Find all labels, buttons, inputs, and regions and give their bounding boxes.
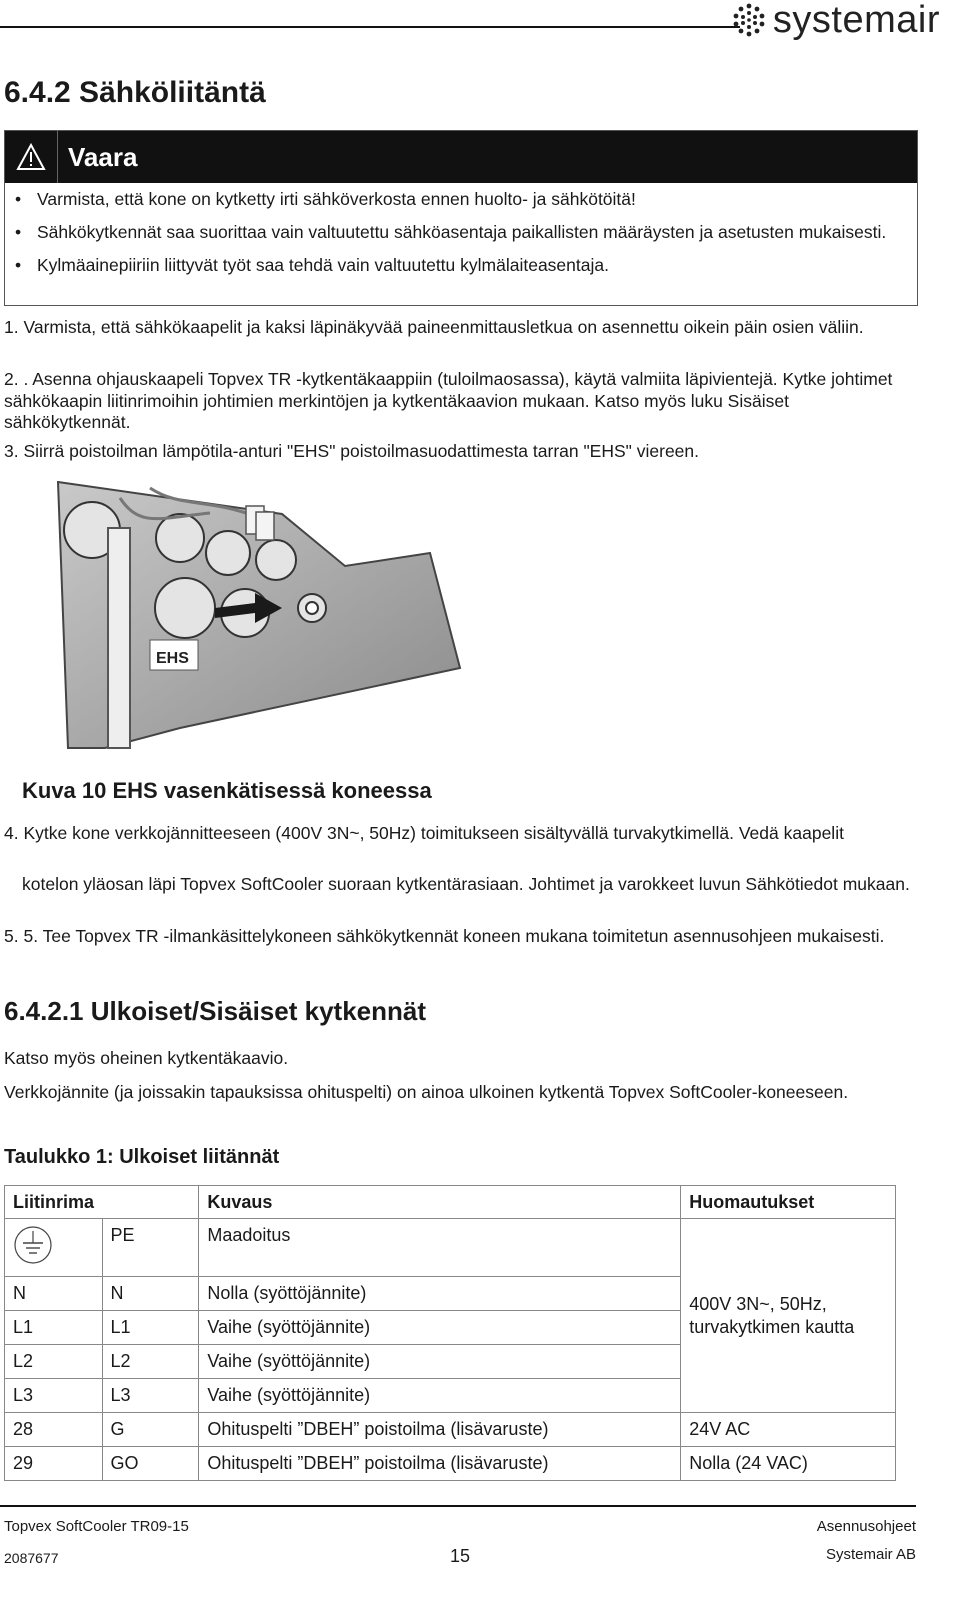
table-caption: Taulukko 1: Ulkoiset liitännät [4, 1146, 280, 1168]
page-number: 15 [450, 1546, 471, 1566]
cell-code: GO [102, 1447, 199, 1481]
header-rule [0, 26, 740, 28]
warning-item: • Varmista, että kone on kytketty irti sähköverkosta ennen huolto- ja sähkötöitä! [5, 189, 917, 210]
cell-description: Vaihe (syöttöjännite) [199, 1379, 681, 1413]
warning-item: • Sähkökytkennät saa suorittaa vain valtuutettu sähköasentaja paikallisten määräysten ja asetusten mukaisesti. [5, 222, 917, 243]
warning-triangle-icon [16, 143, 46, 171]
intro-paragraph-1: Katso myös oheinen kytkentäkaavio. [4, 1048, 289, 1068]
footer-doc-number: 2087677 [4, 1550, 59, 1566]
connections-table [4, 1185, 896, 1481]
section-title: 6.4.2 Sähköliitäntä [4, 76, 266, 109]
sensor-tube [108, 528, 130, 748]
footer-doc-type: Asennusohjeet [816, 1518, 916, 1535]
table-header-row [5, 1186, 896, 1219]
earth-cell [5, 1219, 103, 1277]
header-terminal-2 [102, 1186, 199, 1219]
table-row [5, 1413, 896, 1447]
footer-product: Topvex SoftCooler TR09-15 [4, 1518, 189, 1535]
grommet-hole [306, 602, 318, 614]
cell-terminal: N [5, 1277, 103, 1311]
step-5: 5. 5. Tee Topvex TR -ilmankäsittelykoneen sähkökytkennät koneen mukana toimitetun asennusohjeen mukaisesti. [4, 926, 885, 946]
brand-name: systemair [772, 0, 940, 41]
warning-icon-cell [5, 131, 58, 183]
cell-terminal: 29 [5, 1447, 103, 1481]
cell-terminal: L3 [5, 1379, 103, 1413]
warning-item: • Kylmäainepiiriin liittyvät työt saa tehdä vain valtuutettu kylmälaiteasentaja. [5, 255, 917, 276]
cell-description: Maadoitus [199, 1219, 681, 1277]
step-1: 1. Varmista, että sähkökaapelit ja kaksi läpinäkyvää paineenmittausletkua on asennettu oikein päin osien väliin. [4, 317, 864, 337]
header-notes: Huomautukset [681, 1186, 896, 1219]
cell-code: N [102, 1277, 199, 1311]
cell-code: G [102, 1413, 199, 1447]
header-terminal: Liitinrima [5, 1186, 103, 1219]
cell-description: Vaihe (syöttöjännite) [199, 1345, 681, 1379]
grommet [155, 578, 215, 638]
warning-title: Vaara [68, 141, 138, 172]
cell-description: Ohituspelti ”DBEH” poistoilma (lisävaruste) [199, 1413, 681, 1447]
cell-description: Nolla (syöttöjännite) [199, 1277, 681, 1311]
table-row [5, 1447, 896, 1481]
step-2: 2. . Asenna ohjauskaapeli Topvex TR -kytkentäkaappiin (tuloilmaosassa), käytä valmiita läpivientejä. Kytke johtimet sähkökaapin liitinrimoihin johtimien merkintöjen ja kytkentäkaavion mukaan. Katso myös luku Sisäiset sähkökytkennät. [4, 369, 893, 432]
cell-description: Ohituspelti ”DBEH” poistoilma (lisävaruste) [199, 1447, 681, 1481]
grommet [206, 531, 250, 575]
step-4: 4. Kytke kone verkkojännitteeseen (400V 3N~, 50Hz) toimitukseen sisältyvällä turvakytkimellä. Vedä kaapelit [4, 823, 844, 843]
step-3: 3. Siirrä poistoilman lämpötila-anturi "EHS" poistoilmasuodattimesta tarran "EHS" viereen. [4, 441, 700, 461]
systemair-logo-dots-icon [731, 2, 767, 38]
ground-icon [13, 1225, 53, 1265]
cell-code: L1 [102, 1311, 199, 1345]
merged-note-cell: 400V 3N~, 50Hz, turvakytkimen kautta [681, 1219, 896, 1413]
cell-code: PE [102, 1219, 199, 1277]
cell-description: Vaihe (syöttöjännite) [199, 1311, 681, 1345]
ehs-figure [50, 478, 480, 758]
intro-paragraph-2: Verkkojännite (ja joissakin tapauksissa ohituspelti) on ainoa ulkoinen kytkentä Topvex SoftCooler-koneeseen. [4, 1082, 849, 1102]
cell-terminal: 28 [5, 1413, 103, 1447]
warning-list [5, 189, 917, 288]
cell-code: L3 [102, 1379, 199, 1413]
warning-header [5, 131, 917, 183]
step-4-continued: kotelon yläosan läpi Topvex SoftCooler suoraan kytkentärasiaan. Johtimet ja varokkeet luvun Sähkötiedot mukaan. [22, 874, 910, 894]
table-row [5, 1219, 896, 1277]
footer-company: Systemair AB [825, 1546, 916, 1563]
cell-terminal: L1 [5, 1311, 103, 1345]
ehs-label: EHS [156, 650, 189, 667]
subsection-title: 6.4.2.1 Ulkoiset/Sisäiset kytkennät [4, 996, 426, 1026]
grommet [156, 514, 204, 562]
figure-caption: Kuva 10 EHS vasenkätisessä koneessa [22, 778, 432, 803]
grommet [256, 540, 296, 580]
cell-code: L2 [102, 1345, 199, 1379]
footer-rule [0, 1505, 916, 1507]
header-description: Kuvaus [199, 1186, 681, 1219]
cell-note: Nolla (24 VAC) [681, 1447, 896, 1481]
cell-note: 24V AC [681, 1413, 896, 1447]
connector [256, 512, 274, 540]
systemair-logo [731, 0, 940, 40]
warning-box [4, 130, 918, 306]
cell-terminal: L2 [5, 1345, 103, 1379]
